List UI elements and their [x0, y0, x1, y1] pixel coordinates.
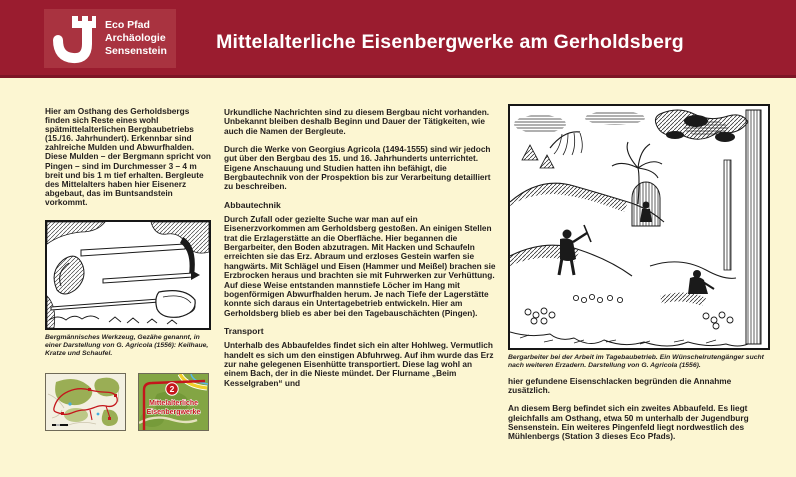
trough-shape	[54, 256, 84, 294]
logo-text	[105, 19, 167, 58]
logo-block	[44, 9, 176, 68]
detail-map-image	[139, 374, 208, 430]
logo-line-1: Eco Pfad	[105, 19, 150, 31]
paragraph-slag: hier gefundene Eisenschlacken begründen die Annahme zusätzlich.	[508, 375, 732, 395]
hill-shading	[660, 292, 706, 306]
foliage-blob	[684, 115, 708, 127]
left-column	[45, 107, 212, 431]
paragraph-abbautechnik: Durch Zufall oder gezielte Suche war man auf ein Eisenerzvorkommen am Gerholdsberg gestoßen. An einigen Stellen trat die Erzlagerstätte an die Oberfläche. Hier begannen die Bergarbeiter, den Boden abzutragen. Mit Hacken und Schaufeln erreichten sie das Erz. Abraum und erzloses Gestein warfen sie hangwärts. Mit Schlägel und Eisen (Hammer und Meißel) brachen sie Erzbrocken heraus und brachten sie mit Fuhrwerken zur Verhüttung. Auf diese Weise entstanden mannstiefe Löcher im Hang mit bogenförmigen Abwurfhalden herum. Je nach Tiefe der Lagerstätte konnte sich daraus ein Untertagebetrieb entwickeln. Hier am Gerholdsberg blieb es aber bei den Tagebauschächten (Pingen).	[224, 214, 496, 318]
tree-branch	[550, 132, 580, 148]
small-hill	[522, 145, 538, 160]
mining-scene-caption: Bergarbeiter bei der Arbeit im Tagebaubetrieb. Ein Wünschelrutengänger sucht nach weiteren Erzadern. Darstellung von G. Agricola (1556).	[508, 354, 764, 369]
middle-column	[224, 108, 497, 397]
scraper-blade	[191, 270, 200, 280]
ground-line	[49, 316, 177, 324]
intro-paragraph: Hier am Osthang des Gerholdsbergs finden sich Reste eines wohl spätmittelalterlichen Bergbaubetriebs (15./16. Jahrhundert). Erkennbar sind zahlreiche Mulden und Abwurfhalden. Diese Mulden – der Bergmann spricht von Pingen – sind im Durchmesser 3 – 4 m breit und bis 1 m tief erhalten. Bergleute des Mittelalters haben hier Eisenerz abgebaut, das im Buntsandstein vorkommt.	[45, 106, 211, 207]
scraper-handle	[103, 273, 193, 283]
miner-body	[688, 277, 708, 294]
logo-line-2: Archäologie	[105, 32, 166, 44]
foliage-blob	[666, 131, 684, 139]
paragraph-second-field: An diesem Berg befindet sich ein zweites Abbaufeld. Es liegt gleichfalls am Osthang, etwa 50 m unterhalb der Jugendburg Sensenstein. Ein weiteres Pingenfeld liegt nordwestlich des Mühlenbergs (Station 3 dieses Eco Pfads).	[508, 403, 749, 442]
rock-shading	[47, 222, 105, 244]
station-label-line2: Eisenbergwerke	[146, 409, 201, 417]
cloud-shading	[514, 115, 566, 133]
hill-outline	[650, 262, 736, 279]
cloud-shading	[585, 111, 645, 125]
tools-figure	[45, 220, 211, 330]
mining-scene-woodcut-image	[510, 106, 768, 348]
tree-trunk	[746, 110, 761, 344]
miner-head	[563, 230, 572, 239]
paragraph-records: Urkundliche Nachrichten sind zu diesem Bergbau nicht vorhanden. Unbekannt bleiben deshalb Beginn und Dauer der Tätigkeiten, wie auch die Namen der Bergleute.	[224, 107, 490, 136]
section-heading-transport: Transport	[224, 325, 264, 336]
hill-shading	[510, 183, 628, 212]
station-number: 2	[169, 384, 175, 395]
paragraph-transport: Unterhalb des Abbaufeldes findet sich ein alter Hohlweg. Vermutlich handelt es sich um den einstigen Abfuhrweg. Auf ihm wurde das Erz zur nahe gelegenen Eisenhütte transportiert. Diese lag wohl an einem Bach, der in die Nieste mündet. Der Flurname „Beim Kesselgraben“ und	[224, 340, 494, 388]
ground-line	[510, 332, 748, 346]
scale-bar-segment	[56, 425, 60, 426]
tools-woodcut-image	[47, 222, 209, 328]
small-hill	[540, 155, 554, 168]
overview-map-image	[46, 374, 125, 430]
water-point	[68, 403, 71, 406]
shovel-handle	[51, 299, 159, 310]
rock-shading	[47, 296, 55, 328]
paragraph-agricola: Durch die Werke von Georgius Agricola (1494-1555) sind wir jedoch gut über den Bergbau des 15. und 16. Jahrhunderts unterrichtet. Eigene Anschauung und Studien hatten ihn befähigt, die Bergbautechnik von der Prospektion bis zur Verarbeitung detailliert zu beschreiben.	[224, 144, 491, 192]
page-title: Mittelalterliche Eisenbergwerke am Gerholdsberg	[216, 31, 684, 53]
logo-line-3: Sensenstein	[105, 45, 167, 57]
overview-map	[45, 373, 126, 431]
water-point	[97, 413, 100, 416]
mining-scene-figure	[508, 104, 770, 350]
header-band	[0, 0, 796, 78]
right-column	[508, 104, 770, 451]
section-heading-abbautechnik: Abbautechnik	[224, 199, 281, 210]
sensenstein-castle-icon	[51, 13, 97, 65]
figure-head	[643, 202, 650, 209]
maps-row	[45, 373, 212, 431]
willow-strands	[554, 133, 582, 155]
station-label-line1: Mittelalterliche	[148, 400, 199, 408]
figure-body	[640, 209, 652, 222]
tree-trunk	[724, 160, 731, 270]
foliage-blob	[715, 132, 735, 142]
pick-handle	[81, 244, 185, 256]
detail-map	[138, 373, 209, 431]
miner-head	[693, 270, 701, 278]
miner-arm	[573, 233, 587, 242]
tools-caption: Bergmännisches Werkzeug, Gezähe genannt, in einer Darstellung von G. Agricola (1556): Keilhaue, Kratze und Schaufel.	[45, 334, 209, 357]
